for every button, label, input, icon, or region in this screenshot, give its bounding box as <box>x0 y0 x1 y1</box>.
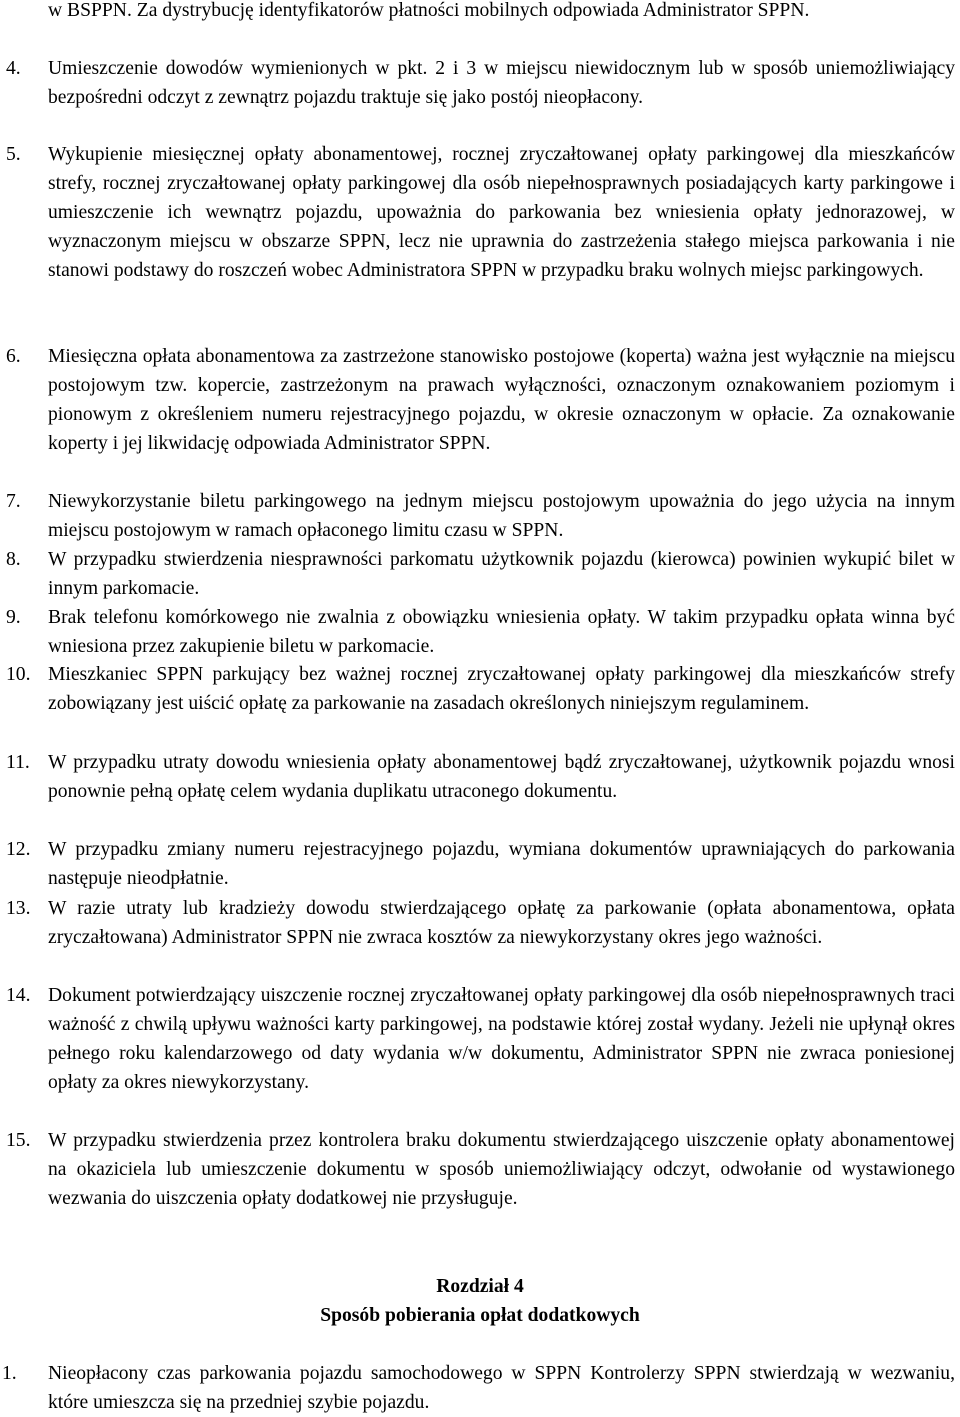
list-number: 11. <box>6 752 30 773</box>
list-text: Miesięczna opłata abonamentowa za zastrzeżone stanowisko postojowe (koperta) ważna jest wyłącznie na miejscu postojowym tzw. kopercie, zastrzeżonym na prawach wyłączności, oznaczonym oznakowaniem poziomym i pionowym z określeniem numeru rejestracyjnego pojazdu, w okresie oznaczonym w opłacie. Za oznakowanie koperty i jej likwidację odpowiada Administrator SPPN. <box>48 346 955 454</box>
list-text: Umieszczenie dowodów wymienionych w pkt. 2 i 3 w miejscu niewidocznym lub w sposób uniemożliwiający bezpośredni odczyt z zewnątrz pojazdu traktuje się jako postój nieopłacony. <box>48 58 955 108</box>
continuation-text: w BSPPN. Za dystrybucję identyfikatorów płatności mobilnych odpowiada Administrator SPPN. <box>48 0 810 21</box>
list-text: Wykupienie miesięcznej opłaty abonamentowej, rocznej zryczałtowanej opłaty parkingowej dla mieszkańców strefy, rocznej zryczałtowanej opłaty parkingowej dla osób niepełnosprawnych posiadających karty parkingowe i umieszczenie ich wewnątrz pojazdu, upoważnia do parkowania bez wniesienia opłaty jednorazowej, w wyznaczonym miejscu w obszarze SPPN, lecz nie uprawnia do zastrzeżenia stałego miejsca parkowania i nie stanowi podstawy do roszczeń wobec Administratora SPPN w przypadku braku wolnych miejsc parkingowych. <box>48 144 955 281</box>
list-number: 14. <box>6 985 31 1006</box>
list-number: 13. <box>6 898 31 919</box>
list-text: W przypadku stwierdzenia przez kontrolera braku dokumentu stwierdzającego uiszczenie opłaty abonamentowej na okaziciela lub umieszczenie dokumentu w sposób uniemożliwiający odczyt, odwołanie od wystawionego wezwania do uiszczenia opłaty dodatkowej nie przysługuje. <box>48 1130 955 1209</box>
list-number: 8. <box>6 549 21 570</box>
list-text: W przypadku utraty dowodu wniesienia opłaty abonamentowej bądź zryczałtowanej, użytkownik pojazdu wnosi ponownie pełną opłatę celem wydania duplikatu utraconego dokumentu. <box>48 752 955 802</box>
list-number: 10. <box>6 664 31 685</box>
list-text: Brak telefonu komórkowego nie zwalnia z obowiązku wniesienia opłaty. W takim przypadku opłata winna być wniesiona przez zakupienie biletu w parkomacie. <box>48 607 955 657</box>
chapter-title: Rozdział 4 <box>436 1276 524 1297</box>
list-number: 12. <box>6 839 31 860</box>
list-text: W przypadku stwierdzenia niesprawności parkomatu użytkownik pojazdu (kierowca) powinien wykupić bilet w innym parkomacie. <box>48 549 955 599</box>
chapter-subtitle: Sposób pobierania opłat dodatkowych <box>320 1305 640 1326</box>
list-number: 4. <box>6 58 21 79</box>
list-text: W przypadku zmiany numeru rejestracyjnego pojazdu, wymiana dokumentów uprawniających do parkowania następuje nieodpłatnie. <box>48 839 955 889</box>
list-number: 7. <box>6 491 21 512</box>
list-text: W razie utraty lub kradzieży dowodu stwierdzającego opłatę za parkowanie (opłata abonamentowa, opłata zryczałtowana) Administrator SPPN nie zwraca kosztów za niewykorzystany okres jego ważności. <box>48 898 955 948</box>
list-number: 6. <box>6 346 21 367</box>
list-number: 1. <box>2 1363 17 1384</box>
list-text: Mieszkaniec SPPN parkujący bez ważnej rocznej zryczałtowanej opłaty parkingowej dla mieszkańców strefy zobowiązany jest uiścić opłatę za parkowanie na zasadach określonych niniejszym regulaminem. <box>48 664 955 714</box>
list-number: 9. <box>6 607 21 628</box>
list-text: Niewykorzystanie biletu parkingowego na jednym miejscu postojowym upoważnia do jego użycia na innym miejscu postojowym w ramach opłaconego limitu czasu w SPPN. <box>48 491 955 541</box>
list-number: 15. <box>6 1130 31 1151</box>
list-text: Nieopłacony czas parkowania pojazdu samochodowego w SPPN Kontrolerzy SPPN stwierdzają w wezwaniu, które umieszcza się na przedniej szybie pojazdu. <box>48 1363 955 1413</box>
list-number: 5. <box>6 144 21 165</box>
list-text: Dokument potwierdzający uiszczenie rocznej zryczałtowanej opłaty parkingowej dla osób niepełnosprawnych traci ważność z chwilą upływu ważności karty parkingowej, na podstawie której został wydany. Jeżeli nie upłynął okres pełnego roku kalendarzowego od daty wydania w/w dokumentu, Administrator SPPN nie zwraca poniesionej opłaty za okres niewykorzystany. <box>48 985 955 1093</box>
